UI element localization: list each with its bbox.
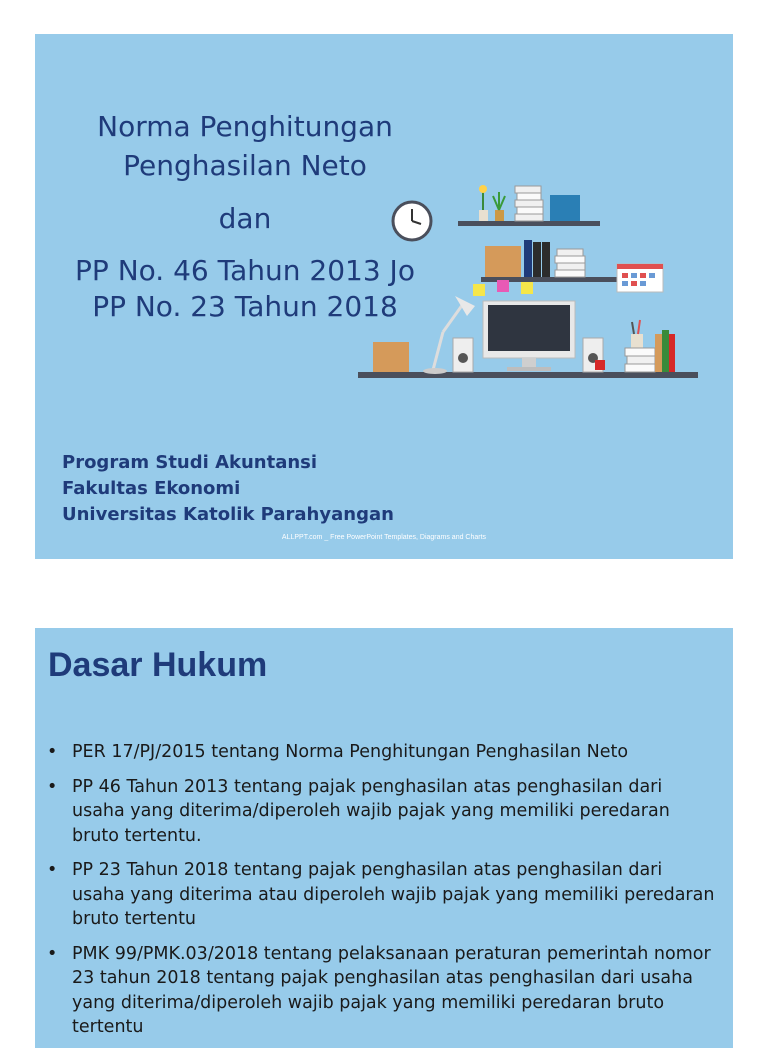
title-line-1: Norma Penghitungan: [97, 110, 393, 143]
list-item: [47, 740, 717, 765]
sticky-note: [473, 284, 485, 296]
list-item: [47, 942, 717, 1040]
blue-box: [550, 195, 580, 221]
small-box: [373, 342, 409, 372]
mug: [595, 360, 605, 370]
paper-stack: [555, 249, 585, 277]
sticky-note: [497, 280, 509, 292]
bullet-icon: •: [47, 776, 58, 797]
office-shelf-illustration: [355, 174, 725, 414]
calendar-icon: [617, 264, 663, 292]
legal-basis-list: [47, 740, 717, 1048]
pencil-cup-icon: [631, 320, 643, 348]
top-shelf: [458, 221, 600, 226]
list-item-text: PP 23 Tahun 2018 tentang pajak penghasilan atas penghasilan dari usaha yang diterima atau diperoleh wajib pajak yang memiliki peredaran bruto tertentu: [72, 860, 715, 929]
clock-icon: [393, 202, 431, 240]
title-line-2: Penghasilan Neto: [123, 149, 367, 182]
list-item-text: PMK 99/PMK.03/2018 tentang pelaksanaan peraturan pemerintah nomor 23 tahun 2018 tentang pajak penghasilan atas penghasilan dari usaha yang diterima/diperoleh wajib pajak yang memiliki peredaran bruto tertentu: [72, 943, 711, 1037]
sticky-note: [521, 282, 533, 294]
list-item-text: PER 17/PJ/2015 tentang Norma Penghitungan Penghasilan Neto: [72, 742, 629, 762]
binders: [524, 240, 550, 277]
list-item: [47, 775, 717, 849]
title-line-5: PP No. 23 Tahun 2018: [92, 290, 398, 323]
org-line-3: Universitas Katolik Parahyangan: [62, 504, 394, 525]
cardboard-box: [485, 246, 521, 277]
slide-heading: Dasar Hukum: [48, 646, 268, 684]
title-line-3: dan: [218, 202, 272, 235]
list-item: [47, 858, 717, 932]
book-stack: [515, 186, 543, 221]
bullet-icon: •: [47, 860, 58, 880]
org-line-1: Program Studi Akuntansi: [62, 452, 318, 473]
bottom-shelf: [358, 372, 698, 378]
org-line-2: Fakultas Ekonomi: [62, 478, 241, 499]
title-line-4: PP No. 46 Tahun 2013 Jo: [75, 254, 415, 287]
legal-basis-slide: [35, 628, 733, 1048]
bullet-icon: •: [47, 742, 58, 762]
monitor-icon: [483, 301, 575, 371]
list-item-text: PP 46 Tahun 2013 tentang pajak penghasilan atas penghasilan dari usaha yang diterima/diperoleh wajib pajak yang memiliki peredaran bruto tertentu.: [72, 776, 670, 846]
bullet-icon: •: [47, 943, 58, 964]
template-credit: ALLPPT.com _ Free PowerPoint Templates, Diagrams and Charts: [281, 534, 487, 541]
plant-icon: [479, 185, 505, 221]
title-slide: [35, 34, 733, 559]
